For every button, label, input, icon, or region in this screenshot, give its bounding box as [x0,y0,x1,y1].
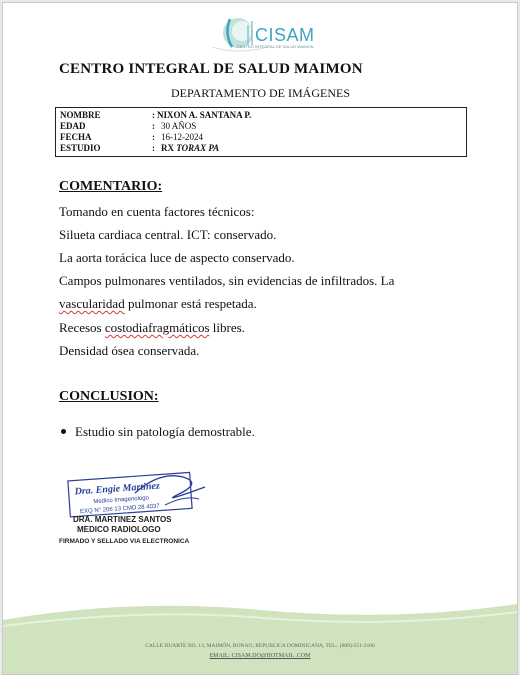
comentario-text: pulmonar está respetada. [124,296,257,311]
department-title: DEPARTAMENTO DE IMÁGENES [171,86,350,100]
footer-email-text[interactable]: EMAIL: CISAM.DO@HOTMAIL .COM [209,653,311,659]
info-value: 16-12-2024 [161,132,203,142]
doctor-title: MEDICO RADIOLOGO [77,525,161,534]
spellcheck-word: costodiafragmáticos [104,320,210,335]
comentario-text: Recesos [59,320,105,335]
bullet-icon [61,429,66,434]
study-view: TORAX PA [176,143,220,153]
info-label: NOMBRE [60,110,101,120]
signature-note: FIRMADO Y SELLADO VIA ELECTRONICA [59,538,190,545]
info-colon: : [152,143,155,153]
doctor-name: DRA. MARTINEZ SANTOS [73,515,172,524]
comentario-title: COMENTARIO: [59,179,163,194]
comentario-line: Campos pulmonares ventilados, sin evidencias de infiltrados. La [59,273,395,288]
report-page [2,2,518,675]
info-colon: : [152,121,155,131]
footer-address: CALLE DUARTE NO. 13, MAIMÓN, BONAO, REPUBLICA DOMINICANA, TEL.: (809)-551-2106 [145,643,375,649]
spellcheck-word: vascularidad [59,296,125,311]
info-label: FECHA [60,132,92,142]
comentario-line: La aorta torácica luce de aspecto conservado. [59,250,295,265]
info-label: ESTUDIO [60,143,101,153]
logo-subtext: CENTRO INTEGRAL DE SALUD MAIMON [237,44,314,49]
comentario-text: libres. [209,320,245,335]
conclusion-title: CONCLUSION: [59,389,159,404]
comentario-line [59,320,245,336]
comentario-line: Silueta cardiaca central. ICT: conservado. [59,227,277,242]
study-type: RX [161,143,174,153]
patient-info-box [55,107,467,157]
info-label: EDAD [60,121,86,131]
info-value: 30 AÑOS [161,121,197,131]
signature-script-title: Medico Imagenologo [93,495,150,506]
signature-exequatur: EXQ N° 206 13 CMD 28 4037 [79,503,160,516]
comentario-line [59,296,257,312]
info-colon: : [152,110,155,120]
signature-stamp [65,465,215,521]
info-value [161,143,219,153]
comentario-line: Tomando en cuenta factores técnicos: [59,204,255,219]
footer-email [3,653,517,659]
logo-text: CISAM [255,25,315,45]
signature-script-name: Dra. Engie Martinez [74,480,161,498]
center-title: CENTRO INTEGRAL DE SALUD MAIMON [59,61,363,77]
info-value: NIXON A. SANTANA P. [157,110,252,120]
conclusion-text: Estudio sin patología demostrable. [75,424,255,439]
info-colon: : [152,132,155,142]
comentario-line: Densidad ósea conservada. [59,343,200,358]
conclusion-item [75,424,255,440]
footer-wave [3,598,517,675]
